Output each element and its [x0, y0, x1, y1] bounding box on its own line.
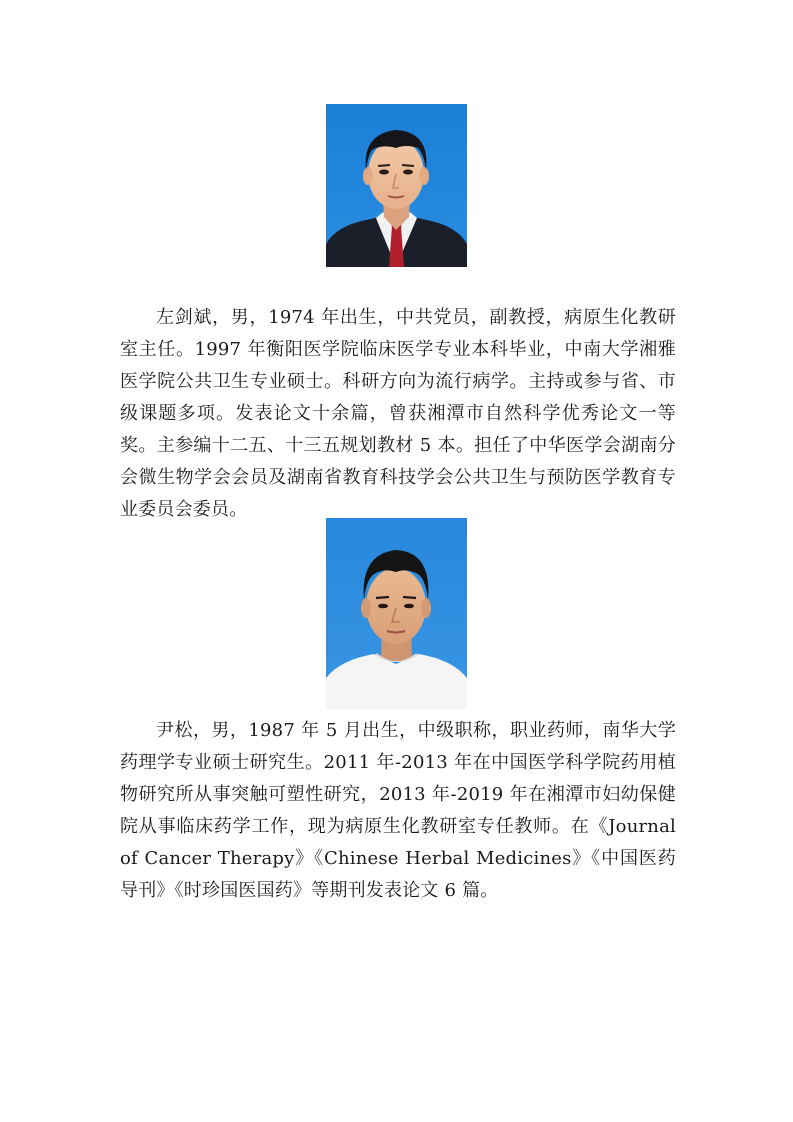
bio-yin-song: 尹松，男，1987 年 5 月出生，中级职称，职业药师，南华大学药理学专业硕士研究生。2011 年-2013 年在中国医学科学院药用植物研究所从事突触可塑性研究，2013 年-2019 年在湘潭市妇幼保健院从事临床药学工作，现为病原生化教研室专任教师。在《Journal of Cancer Therapy》《Chinese Herbal Medicines》《中国医药导刊》《时珍国医国药》等期刊发表论文 6 篇。 — [120, 720, 676, 901]
bio-zuo-jianbin: 左剑斌，男，1974 年出生，中共党员，副教授，病原生化教研室主任。1997 年衡阳医学院临床医学专业本科毕业，中南大学湘雅医学院公共卫生专业硕士。科研方向为流行病学。主持或参与省、市级课题多项。发表论文十余篇，曾获湘潭市自然科学优秀论文一等奖。主参编十二五、十三五规划教材 5 本。担任了中华医学会湖南分会微生物学会会员及湖南省教育科技学会公共卫生与预防医学教育专业委员会委员。 — [120, 307, 676, 520]
profile-photo-yin-song — [326, 518, 467, 709]
profile-photo-zuo-jianbin — [326, 104, 467, 267]
